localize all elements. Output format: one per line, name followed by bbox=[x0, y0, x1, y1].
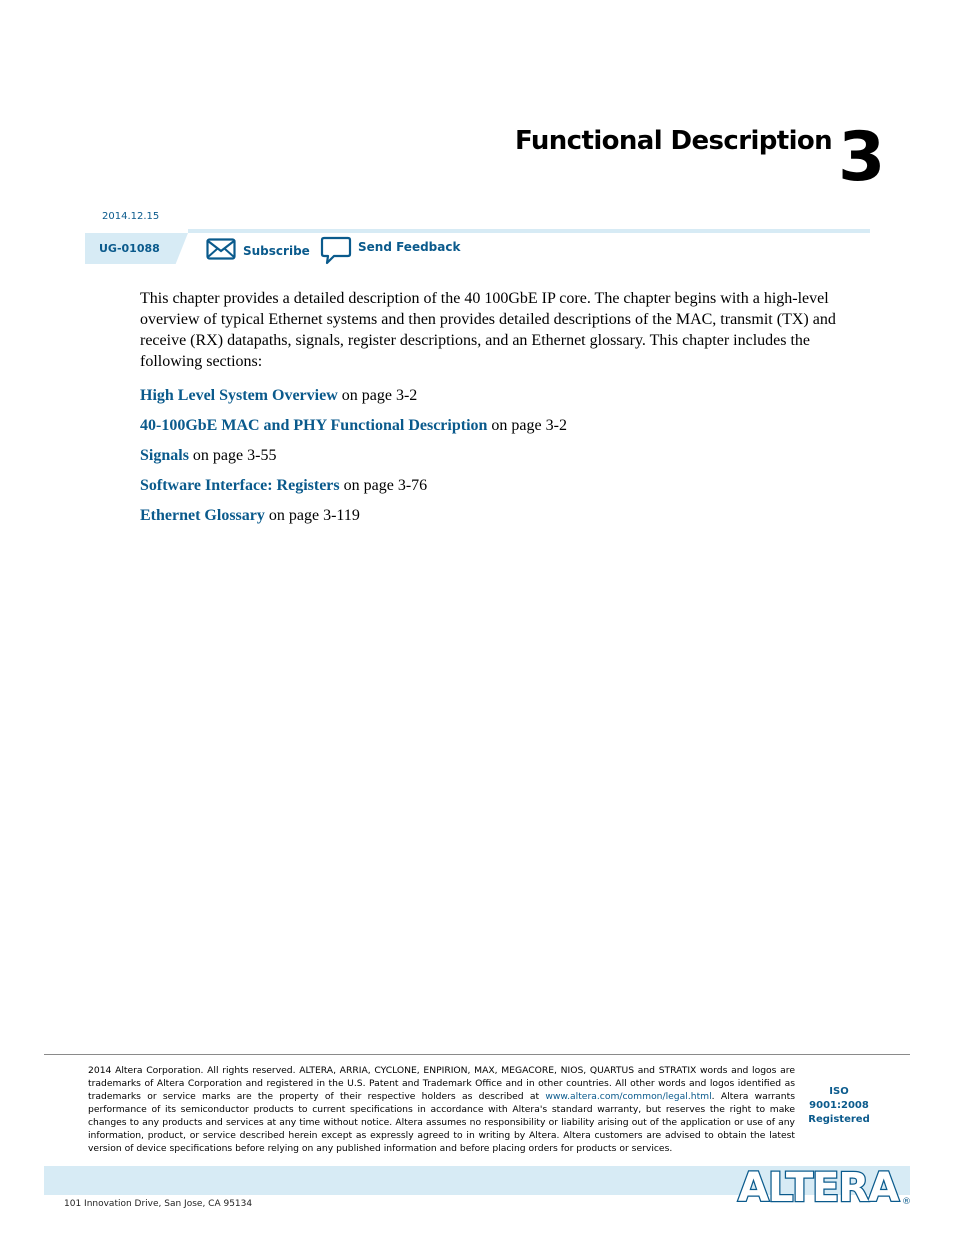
send-feedback-link[interactable]: Send Feedback bbox=[358, 240, 461, 254]
mail-icon[interactable] bbox=[206, 238, 236, 260]
company-address: 101 Innovation Drive, San Jose, CA 95134 bbox=[64, 1199, 253, 1209]
speech-bubble-icon[interactable] bbox=[320, 236, 352, 266]
document-date: 2014.12.15 bbox=[102, 211, 160, 222]
toc-link[interactable]: Software Interface: Registers bbox=[140, 477, 340, 494]
iso-line: ISO bbox=[829, 1086, 849, 1097]
toc-page-ref: on page 3-76 bbox=[339, 477, 428, 494]
toc-page-ref: on page 3-119 bbox=[264, 507, 360, 524]
toc-link[interactable]: High Level System Overview bbox=[140, 387, 338, 404]
document-id: UG-01088 bbox=[99, 242, 160, 255]
toc-link[interactable]: Ethernet Glossary bbox=[140, 507, 265, 524]
altera-logo bbox=[736, 1164, 912, 1206]
toc-page-ref: on page 3-2 bbox=[337, 387, 418, 404]
list-item bbox=[140, 416, 567, 446]
iso-badge bbox=[805, 1085, 873, 1127]
logo-text: ALTERA bbox=[738, 1165, 899, 1206]
list-item bbox=[140, 506, 567, 536]
legal-text: 2014 Altera Corporation. All rights reserved. ALTERA, ARRIA, CYCLONE, ENPIRION, MAX, MEGACORE, NIOS, QUARTUS and STRATIX words and logos are trademarks of Altera Corporation and registered in the U.S. Patent and Trademark Office and in other countries. All other words and logos identified as trademarks or service marks are the property of their respective holders as described at bbox=[88, 1065, 795, 1102]
list-item bbox=[140, 476, 567, 506]
subscribe-link[interactable]: Subscribe bbox=[243, 244, 310, 258]
legal-notice bbox=[88, 1064, 795, 1155]
legal-link[interactable]: www.altera.com/common/legal.html bbox=[545, 1091, 712, 1102]
header-bar bbox=[188, 229, 870, 233]
registered-mark: ® bbox=[902, 1197, 911, 1206]
chapter-title: Functional Description bbox=[515, 126, 833, 156]
section-list bbox=[140, 386, 567, 536]
legal-text: . Altera warrants performance of its semiconductor products to current specifications in accordance with Altera's standard warranty, but reserves the right to make changes to any products and services at any time without notice. Altera assumes no responsibility or liability arising out of the application or use of any information, product, or service described herein except as expressly agreed to in writing by Altera. Altera customers are advised to obtain the latest version of device specifications before relying on any published information and before placing orders for products or services. bbox=[88, 1091, 795, 1154]
toc-link[interactable]: 40-100GbE MAC and PHY Functional Description bbox=[140, 417, 488, 434]
list-item bbox=[140, 446, 567, 476]
iso-line: 9001:2008 bbox=[809, 1100, 869, 1111]
list-item bbox=[140, 386, 567, 416]
toc-page-ref: on page 3-2 bbox=[487, 417, 567, 434]
iso-line: Registered bbox=[808, 1114, 870, 1125]
chapter-number: 3 bbox=[838, 118, 886, 197]
toc-link[interactable]: Signals bbox=[140, 447, 189, 464]
toc-page-ref: on page 3-55 bbox=[188, 447, 277, 464]
intro-paragraph: This chapter provides a detailed description of the 40 100GbE IP core. The chapter begins with a high-level overview of typical Ethernet systems and then provides detailed descriptions of the MAC, transmit (TX) and receive (RX) datapaths, signals, register descriptions, and an Ethernet glossary. This chapter includes the following sections: bbox=[140, 290, 836, 370]
footer-divider bbox=[44, 1054, 910, 1055]
